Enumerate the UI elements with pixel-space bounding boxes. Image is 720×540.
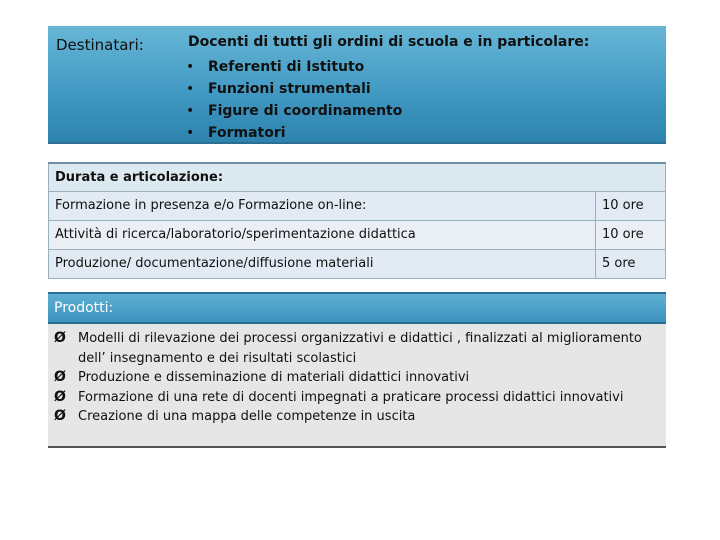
list-item (52, 407, 658, 427)
activity-cell: Attività di ricerca/laboratorio/sperimentazione didattica (49, 220, 596, 249)
destinatari-title: Docenti di tutti gli ordini di scuola e in particolare: (188, 34, 590, 50)
hours-cell: 10 ore (596, 191, 666, 220)
list-item (186, 100, 402, 122)
durata-table (48, 162, 666, 279)
list-item-text: Figure di coordinamento (208, 103, 403, 119)
list-item-text: Produzione e disseminazione di materiali didattici innovativi (78, 370, 470, 385)
destinatari-box (48, 26, 666, 144)
list-item-text: Formatori (208, 125, 286, 141)
table-row (49, 249, 666, 278)
bullet-icon: • (186, 81, 195, 97)
bullet-icon: • (186, 59, 195, 75)
list-item (52, 329, 658, 368)
prodotti-box (48, 324, 666, 448)
list-item-text: Referenti di Istituto (208, 59, 365, 75)
list-item (186, 56, 402, 78)
list-item-text: Formazione di una rete di docenti impegnati a praticare processi didattici innovativi (78, 389, 624, 405)
table-row (49, 191, 666, 220)
bullet-icon: • (186, 103, 195, 119)
arrow-bullet-icon: Ø (54, 369, 66, 385)
table-header-row (49, 163, 666, 191)
list-item-text: Funzioni strumentali (208, 81, 371, 97)
table-row (49, 220, 666, 249)
activity-cell: Formazione in presenza e/o Formazione on-line: (49, 191, 596, 220)
prodotti-header: Prodotti: (48, 292, 666, 324)
list-item (52, 388, 658, 408)
list-item-text: Modelli di rilevazione dei processi organizzativi e didattici , finalizzati al miglioramento dell’ insegnamento e dei risultati scolastici (78, 331, 642, 366)
arrow-bullet-icon: Ø (54, 330, 66, 346)
bullet-icon: • (186, 125, 195, 141)
activity-cell: Produzione/ documentazione/diffusione materiali (49, 249, 596, 278)
durata-header: Durata e articolazione: (49, 163, 666, 191)
hours-cell: 5 ore (596, 249, 666, 278)
list-item (186, 78, 402, 100)
list-item (52, 368, 658, 388)
list-item-text: Creazione di una mappa delle competenze in uscita (78, 409, 416, 424)
arrow-bullet-icon: Ø (54, 408, 66, 424)
list-item (186, 122, 402, 144)
hours-cell: 10 ore (596, 220, 666, 249)
arrow-bullet-icon: Ø (54, 388, 66, 405)
destinatari-list (186, 56, 402, 144)
destinatari-label: Destinatari: (56, 36, 144, 54)
prodotti-list (52, 329, 658, 427)
